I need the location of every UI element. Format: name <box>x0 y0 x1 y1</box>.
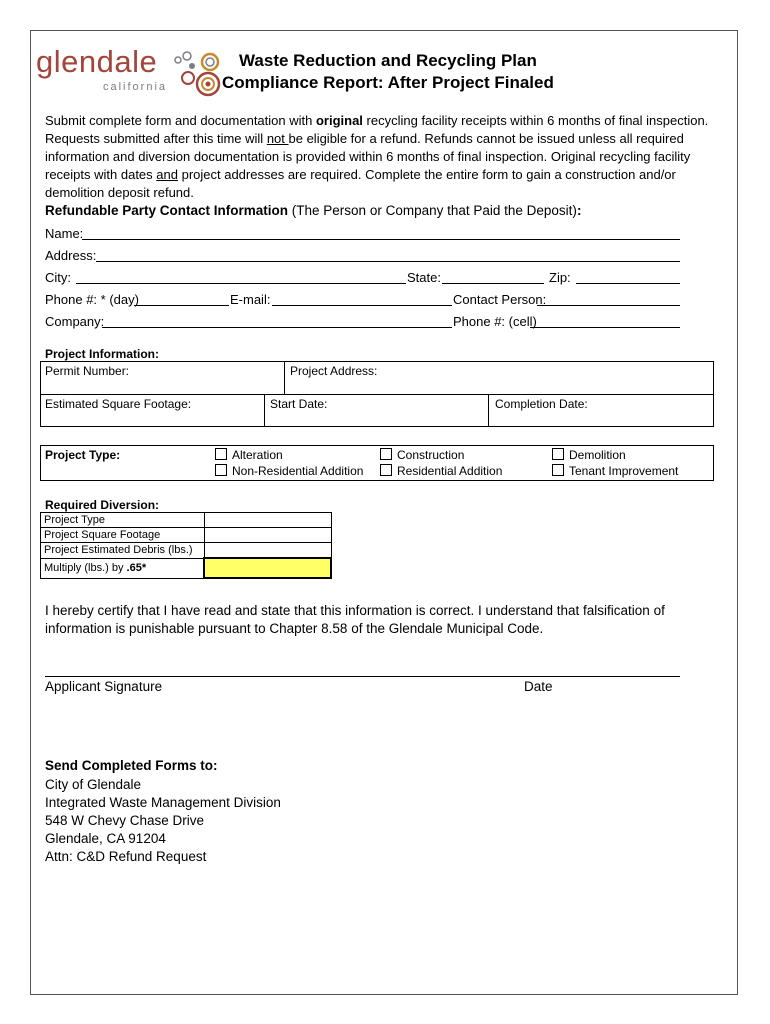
contact-person-field[interactable] <box>537 305 680 306</box>
company-field[interactable] <box>102 327 452 328</box>
diversion-label: Project Square Footage <box>41 528 205 543</box>
date-label: Date <box>524 679 553 694</box>
intro-text-3: be eligible for a refund. Refunds cannot be issued unless all required information and diversion documentation is provided within 6 months of final inspection. Original recycling facility receipts with dates <box>45 131 691 182</box>
option-label: Construction <box>397 448 465 462</box>
zip-field[interactable] <box>576 283 680 284</box>
email-field[interactable] <box>272 305 452 306</box>
multiply-label <box>41 558 205 578</box>
contact-person-label: Contact Person: <box>453 292 547 307</box>
option-label: Non-Residential Addition <box>232 464 364 478</box>
project-info-row-divider <box>40 394 714 395</box>
intro-text-1: Submit complete form and documentation with <box>45 113 316 128</box>
diversion-value-field[interactable] <box>204 543 331 559</box>
checkbox-demolition[interactable] <box>552 448 626 462</box>
title-line-2: Compliance Report: After Project Finaled <box>222 73 554 92</box>
zip-label: Zip: <box>549 270 571 285</box>
address-line: Attn: C&D Refund Request <box>45 849 207 864</box>
glendale-logo <box>36 44 196 104</box>
logo-swirl-icon <box>170 50 224 104</box>
option-label: Demolition <box>569 448 626 462</box>
multiply-result-field[interactable] <box>204 558 331 578</box>
table-row <box>41 513 332 528</box>
phone-cell-field[interactable] <box>530 327 680 328</box>
diversion-table <box>40 512 332 579</box>
table-row <box>41 528 332 543</box>
title-line-1: Waste Reduction and Recycling Plan <box>239 51 537 70</box>
checkbox-construction[interactable] <box>380 448 464 462</box>
checkbox-tenant-improvement[interactable] <box>552 464 678 478</box>
address-line: Integrated Waste Management Division <box>45 795 281 810</box>
project-info-divider-2 <box>264 394 265 427</box>
certification-text: I hereby certify that I have read and state that this information is correct. I understand that falsification of information is punishable pursuant to Chapter 8.58 of the Glendale Municipal Code. <box>45 603 665 636</box>
logo-wordmark: glendale <box>36 44 158 79</box>
option-label: Alteration <box>232 448 283 462</box>
send-heading: Send Completed Forms to: <box>45 758 218 773</box>
checkbox-icon[interactable] <box>380 448 392 460</box>
project-info-heading: Project Information: <box>45 347 160 361</box>
checkbox-icon[interactable] <box>380 464 392 476</box>
option-label: Tenant Improvement <box>569 464 679 478</box>
intro-underline-not: not <box>266 131 289 146</box>
intro-bold-original: original <box>315 113 363 128</box>
address-line: Glendale, CA 91204 <box>45 831 166 846</box>
phone-cell-label: Phone #: (cell) <box>453 314 537 329</box>
state-label: State: <box>407 270 441 285</box>
address-label: Address: <box>45 248 97 263</box>
intro-text-2: recycling facility receipts within 6 months of final inspection. Requests submitted after this time will <box>45 113 709 146</box>
logo-subtitle: california <box>103 81 168 93</box>
name-field[interactable] <box>82 239 680 240</box>
diversion-value-field[interactable] <box>204 513 331 528</box>
company-label: Company: <box>45 314 105 329</box>
city-label: City: <box>45 270 71 285</box>
diversion-label: Project Type <box>41 513 205 528</box>
checkbox-icon[interactable] <box>552 448 564 460</box>
applicant-signature-label: Applicant Signature <box>45 679 163 694</box>
contact-heading-rest: (The Person or Company that Paid the Deposit) <box>288 203 577 218</box>
checkbox-non-residential-addition[interactable] <box>215 464 363 478</box>
checkbox-residential-addition[interactable] <box>380 464 502 478</box>
est-sq-ft-cell[interactable]: Estimated Square Footage: <box>45 397 192 411</box>
option-label: Residential Addition <box>397 464 503 478</box>
city-field[interactable] <box>76 283 406 284</box>
diversion-value-field[interactable] <box>204 528 331 543</box>
table-row <box>41 543 332 559</box>
contact-heading-bold: Refundable Party Contact Information <box>45 203 289 218</box>
required-diversion-heading: Required Diversion: <box>45 498 160 512</box>
contact-heading <box>45 203 581 218</box>
checkbox-icon[interactable] <box>552 464 564 476</box>
name-label: Name: <box>45 226 84 241</box>
checkbox-icon[interactable] <box>215 448 227 460</box>
start-date-cell[interactable]: Start Date: <box>270 397 328 411</box>
state-field[interactable] <box>442 283 544 284</box>
multiply-factor: .65* <box>126 562 147 574</box>
form-title <box>222 50 554 94</box>
mailing-address <box>45 776 281 866</box>
intro-underline-and: and <box>156 167 178 182</box>
project-info-divider-1 <box>284 361 285 394</box>
permit-number-cell[interactable]: Permit Number: <box>45 364 130 378</box>
project-address-cell[interactable]: Project Address: <box>290 364 378 378</box>
address-line: 548 W Chevy Chase Drive <box>45 813 205 828</box>
diversion-label: Project Estimated Debris (lbs.) <box>41 543 205 559</box>
table-row <box>41 558 332 578</box>
project-info-divider-3 <box>488 394 489 427</box>
email-label: E-mail: <box>230 292 271 307</box>
completion-date-cell[interactable]: Completion Date: <box>495 397 588 411</box>
checkbox-icon[interactable] <box>215 464 227 476</box>
contact-heading-colon: : <box>576 203 582 218</box>
address-field[interactable] <box>96 261 680 262</box>
phone-day-field[interactable] <box>134 305 229 306</box>
checkbox-alteration[interactable] <box>215 448 283 462</box>
signature-line[interactable] <box>45 676 680 677</box>
instructions-paragraph <box>45 112 725 202</box>
multiply-text: Multiply (lbs.) by <box>44 562 127 574</box>
phone-day-label: Phone #: * (day) <box>45 292 139 307</box>
project-type-label: Project Type: <box>45 448 121 462</box>
intro-text-4: project addresses are required. Complete the entire form to gain a construction and/or demolition deposit refund. <box>45 167 676 200</box>
address-line: City of Glendale <box>45 777 142 792</box>
